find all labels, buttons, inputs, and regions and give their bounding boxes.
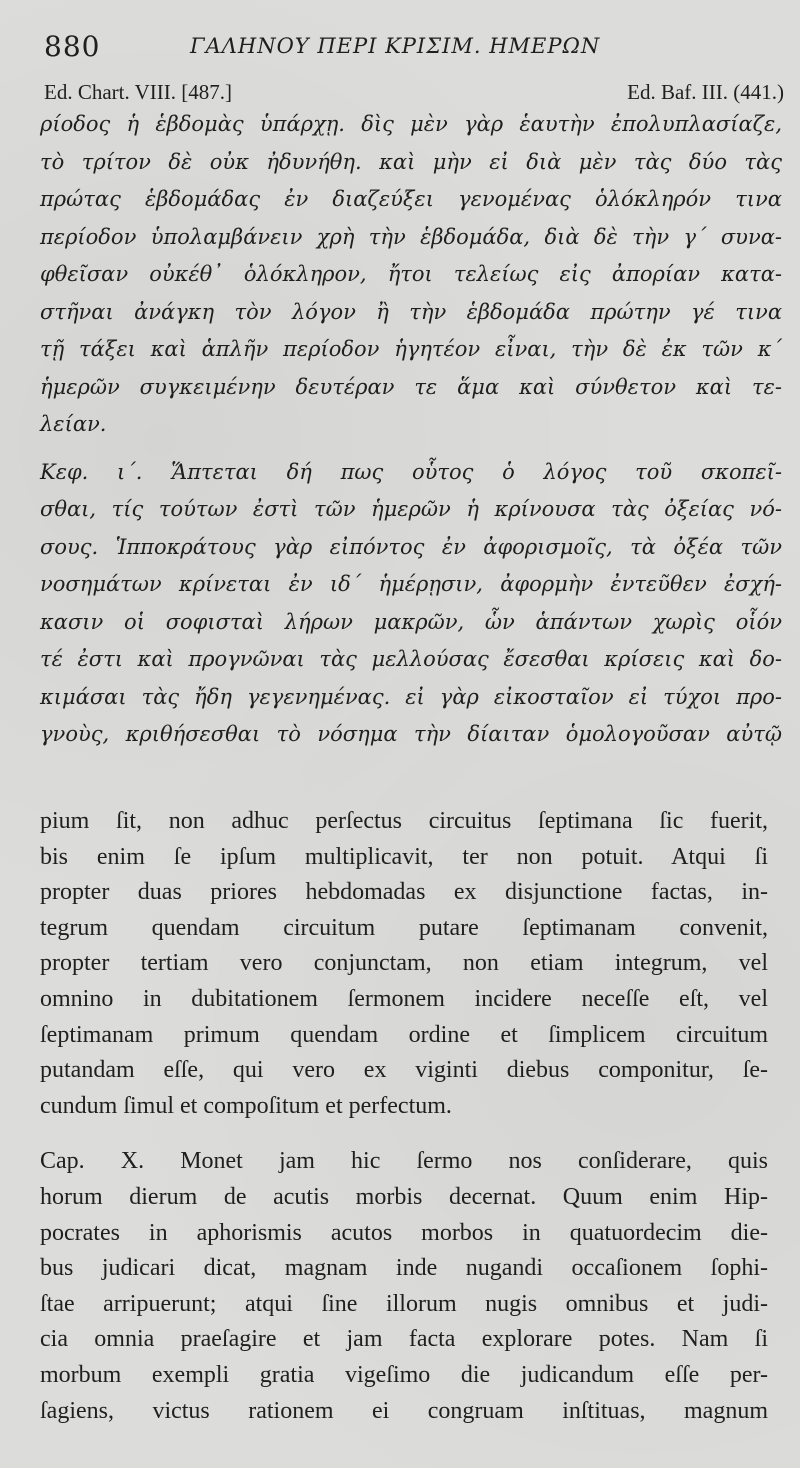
greek-text-line: πρώτας ἑβδομάδας ἐν διαζεύξει γενομένας ὁλόκληρόν τινα — [40, 187, 782, 211]
greek-text-line: περίοδον ὑπολαμβάνειν χρὴ τὴν ἑβδομάδα, διὰ δὲ τὴν γ΄ συνα- — [40, 224, 782, 249]
latin-text-line: propter tertiam vero conjunctam, non etiam integrum, vel — [40, 950, 768, 977]
latin-text-line: pium ſit, non adhuc perſectus circuitus ſeptimana ſic fuerit, — [40, 808, 768, 834]
latin-text-line: pocrates in aphorismis acutos morbos in quatuordecim die- — [40, 1219, 768, 1246]
latin-text-line: ſagiens, victus rationem ei congruam inſtituas, magnum — [40, 1397, 768, 1424]
running-title: ΓΑΛΗΝΟΥ ΠΕΡΙ ΚΡΙΣΙΜ. ΗΜΕΡΩΝ — [190, 34, 601, 58]
latin-text-line: ſeptimanam primum quendam ordine et ſimplicem circuitum — [40, 1021, 768, 1048]
edition-reference-basel: Ed. Baf. III. (441.) — [627, 80, 784, 104]
latin-text-line: ſtae arripuerunt; atqui ſine illorum nugis omnibus et judi- — [40, 1290, 768, 1317]
greek-text-line: κασιν οἱ σοφισταὶ λήρων μακρῶν, ὧν ἁπάντων χωρὶς οἷόν — [40, 609, 782, 634]
latin-text-line: omnino in dubitationem ſermonem incidere neceſſe eſt, vel — [40, 985, 768, 1012]
greek-text-line: ρίοδος ἡ ἑβδομὰς ὑπάρχῃ. δὶς μὲν γὰρ ἑαυτὴν ἐπολυπλασίαζε, — [40, 112, 782, 136]
latin-text-line: cundum ſimul et compoſitum et perfectum. — [40, 1092, 452, 1119]
latin-text-block — [40, 804, 768, 1429]
latin-text-line: propter duas priores hebdomadas ex disjunctione factas, in- — [40, 879, 768, 906]
latin-chapter-heading-line: Cap. X. Monet jam hic ſermo nos conſiderare, quis — [40, 1148, 768, 1175]
latin-text-line: bus judicari dicat, magnam inde nugandi occaſionem ſophi- — [40, 1255, 768, 1282]
greek-text-line: τῇ τάξει καὶ ἁπλῆν περίοδον ἡγητέον εἶναι, τὴν δὲ ἐκ τῶν κ΄ — [40, 337, 782, 361]
greek-text-line: στῆναι ἀνάγκη τὸν λόγον ἢ τὴν ἑβδομάδα πρώτην γέ τινα — [40, 299, 782, 324]
latin-text-line: putandam eſſe, qui vero ex viginti diebus componitur, ſe- — [40, 1057, 768, 1084]
greek-text-block — [40, 106, 782, 754]
latin-text-line: horum dierum de acutis morbis decernat. Quum enim Hip- — [40, 1183, 768, 1210]
latin-text-line: morbum exempli gratia vigeſimo die judicandum eſſe per- — [40, 1361, 768, 1388]
page-header — [40, 30, 780, 70]
edition-reference-chartier: Ed. Chart. VIII. [487.] — [44, 80, 232, 104]
latin-text-line: tegrum quendam circuitum putare ſeptimanam convenit, — [40, 914, 768, 941]
page-number: 880 — [44, 30, 101, 63]
greek-text-line: σθαι, τίς τούτων ἐστὶ τῶν ἡμερῶν ἡ κρίνουσα τὰς ὀξείας νό- — [40, 497, 782, 521]
greek-text-line: λείαν. — [40, 412, 107, 436]
greek-text-line: τὸ τρίτον δὲ οὐκ ἠδυνήθη. καὶ μὴν εἰ διὰ μὲν τὰς δύο τὰς — [40, 149, 782, 174]
greek-text-line: τέ ἐστι καὶ προγνῶναι τὰς μελλούσας ἔσεσθαι κρίσεις καὶ δο- — [40, 647, 782, 671]
greek-text-line: σους. Ἱπποκράτους γὰρ εἰπόντος ἐν ἀφορισμοῖς, τὰ ὀξέα τῶν — [40, 534, 782, 559]
greek-text-line: γνοὺς, κριθήσεσθαι τὸ νόσημα τὴν δίαιταν ὁμολογοῦσαν αὐτῷ — [40, 722, 782, 746]
greek-text-line: φθεῖσαν οὐκέθ᾽ ὁλόκληρον, ἤτοι τελείως εἰς ἀπορίαν κατα- — [40, 262, 782, 286]
greek-text-line: κιμάσαι τὰς ἤδη γεγενημένας. εἰ γὰρ εἰκοσταῖον εἰ τύχοι προ- — [40, 684, 782, 709]
latin-text-line: bis enim ſe ipſum multiplicavit, ter non potuit. Atqui ſi — [40, 843, 768, 870]
greek-chapter-heading-line: Κεφ. ι΄. Ἅπτεται δή πως οὗτος ὁ λόγος τοῦ σκοπεῖ- — [40, 459, 782, 484]
edition-reference-line — [44, 80, 784, 108]
greek-text-line: ἡμερῶν συγκειμένην δευτέραν τε ἅμα καὶ σύνθετον καὶ τε- — [40, 374, 782, 399]
latin-text-line: cia omnia praeſagire et jam facta explorare potes. Nam ſi — [40, 1326, 768, 1353]
greek-text-line: νοσημάτων κρίνεται ἐν ιδ΄ ἡμέρῃσιν, ἀφορμὴν ἐντεῦθεν ἐσχή- — [40, 572, 782, 596]
